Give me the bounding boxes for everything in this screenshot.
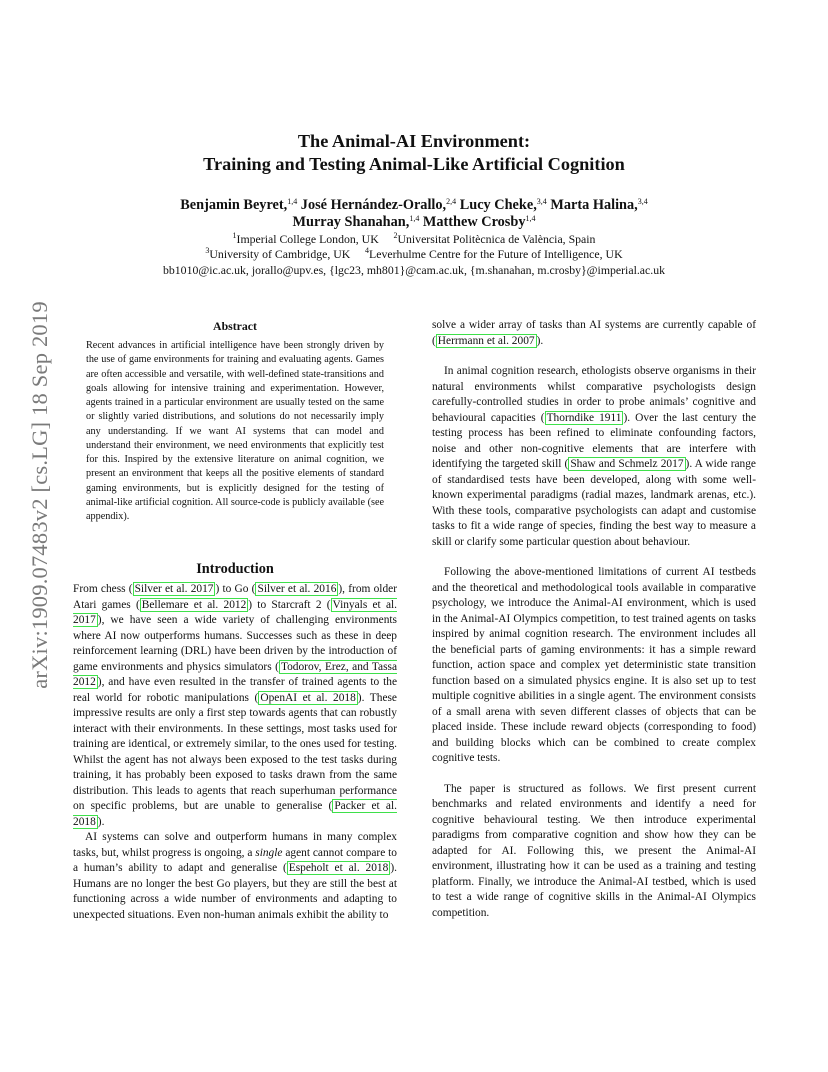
author-name: Benjamin Beyret,: [180, 197, 288, 213]
affil-number: 2: [393, 231, 398, 240]
right-paragraph-animal-cognition: In animal cognition research, ethologists observe organisms in their natural environments whilst comparative psychologists design carefully-controlled studies in order to probe animals’ cognitive and behavioural capacities ( Thorndike 1911 ). Over the last century the testing process has been refined to eliminate confounding factors, noise and other non-cognitive elements that are interfere with identifying the targeted skill ( Shaw and Schmelz 2017 ). A wide range of standardised tests have been developed, along with some well-known experimental paradigms (radial mazes, landmark arenas, etc.). With these tools, comparative psychologists can adapt and customise tasks to fit a wide range of species, finding the best way to measure a skill or clarify some particular question about behaviour.: [432, 365, 756, 548]
title-line-2: Training and Testing Animal-Like Artificial Cognition: [203, 154, 625, 174]
right-paragraph-continued: solve a wider array of tasks than AI systems are currently capable of ( Herrmann et al. 2007 ).: [432, 319, 756, 347]
author-name: Matthew Crosby: [422, 214, 526, 230]
abstract-heading: Abstract: [213, 319, 257, 333]
author-name: Lucy Cheke,: [459, 197, 537, 213]
author-affil-marker: 3,4: [637, 197, 648, 206]
arxiv-identifier-text: arXiv:1909.07483v2 [cs.LG] 18 Sep 2019: [27, 301, 52, 689]
affil-number: 1: [232, 231, 237, 240]
affil-name: Universitat Politècnica de València, Spain: [397, 232, 596, 246]
citation-link[interactable]: Vinyals et al. 2017: [73, 598, 398, 626]
author-affil-marker: 1,4: [287, 197, 298, 206]
affil-number: 3: [205, 246, 210, 256]
citation-link[interactable]: Silver et al. 2017: [134, 583, 214, 595]
citation-link[interactable]: Bellemare et al. 2012: [141, 598, 247, 611]
citation-link[interactable]: OpenAI et al. 2018: [260, 691, 356, 704]
citation-link[interactable]: Espeholt et al. 2018: [288, 862, 389, 874]
abstract-body: Recent advances in artificial intelligence have been strongly driven by the use of game environments for training and evaluating agents. Games are often accessible and versatile, with well-defined state-transitions and goals allowing for intensive training and experimentation. However, agents trained in a particular environment are usually tested on the same or slightly varied distributions, and solutions do not necessarily imply any understanding. If we want AI systems that can model and understand their environment, we need environments that explicitly test for this. Inspired by the extensive literature on animal cognition, we present an environment that keeps all the positive elements of standard gaming environments, but is explicitly designed for the testing of animal-like artificial cognition. All source-code is publicly available (see appendix).: [86, 340, 384, 522]
author-name: Murray Shanahan,: [292, 214, 410, 230]
citation-link[interactable]: Silver et al. 2016: [257, 583, 337, 595]
author-line-1: [0, 197, 828, 214]
intro-paragraph-2: AI systems can solve and outperform humans in many complex tasks, but, whilst progress is ongoing, a single agent cannot compare to a human’s ability to adapt and generalise ( Espeholt et al. 2018 ). Humans are no longer the best Go players, but they are still the best at functioning across a wide number of environments and adapting to unexpected situations. Even non-human animals exhibit the ability to: [73, 831, 397, 921]
author-name: Marta Halina,: [550, 197, 638, 213]
author-list: [0, 197, 828, 231]
citation-link[interactable]: Herrmann et al. 2007: [437, 334, 535, 347]
author-affil-marker: 2,4: [446, 197, 457, 206]
citation-link[interactable]: Thorndike 1911: [546, 411, 622, 424]
author-affil-marker: 1,4: [525, 214, 536, 223]
intro-paragraph-1: From chess ( Silver et al. 2017 ) to Go ( Silver et al. 2016 ), from older Atari games ( Bellemare et al. 2012 ) to Starcraft 2 ( Vinyals et al. 2017 ), we have seen a wide variety of challenging environments where AI now outperforms humans. Successes such as these in deep reinforcement learning (DRL) have been driven by the introduction of game environments and physics simulators ( Todorov, Erez, and Tassa 2012 ), and have even resulted in the transfer of trained agents to the real world for robotic manipulations ( OpenAI et al. 2018 ). These impressive results are only a first step towards agents that can robustly interact with their environments. In these settings, most tasks used for training are identical, or extremely similar, to the ones used for testing. Whilst the agent has not always been exposed to the test tasks during training, it has probably been exposed to tasks drawn from the same distribution. This leads to agents that reach superhuman performance on specific problems, but are unable to generalise ( Packer et al. 2018 ).: [73, 583, 398, 828]
right-paragraph-environment: Following the above-mentioned limitations of current AI testbeds and the theoretical and methodological tools available in comparative psychology, we introduce the Animal-AI environment, which is used in the Animal-AI Olympics competition, to test trained agents on tasks inspired by animal cognition research. The environment includes all the beneficial parts of gaming environments: it has a simple reward function, action space and complex yet deterministic state transition function based on a simulated physics engine. It is also set up to test multiple cognitive abilities in a single agent. The environment consists of a small arena with seven different classes of objects that can be placed inside. These include reward objects (corresponding to food) and building blocks which can be combined to create complex cognitive tests.: [432, 566, 756, 764]
affil-name: Leverhulme Centre for the Future of Intelligence, UK: [369, 247, 623, 262]
affiliation-line-2: [0, 247, 828, 262]
author-name: José Hernández-Orallo,: [300, 197, 447, 213]
right-column: [432, 318, 756, 921]
affiliations: [0, 232, 828, 278]
author-line-2: [0, 214, 828, 231]
arxiv-identifier: [28, 285, 52, 705]
affil-number: 4: [365, 246, 370, 256]
right-paragraph-structure: The paper is structured as follows. We first present current benchmarks and related environments and identify a need for cognitive behavioural testing. We then introduce experimental paradigms from comparative cognition and show how they can be adapted for AI. Following this, we present the Animal-AI environment, illustrating how it can be used as a training and testing platform. Finally, we introduce the Animal-AI testbed, which is used to test a wide range of cognitive skills in the Animal-AI Olympics competition.: [432, 782, 756, 919]
citation-link[interactable]: Todorov, Erez, and Tassa 2012: [73, 660, 398, 688]
citation-link[interactable]: Shaw and Schmelz 2017: [570, 458, 684, 470]
introduction-heading: Introduction: [196, 561, 274, 577]
author-emails: bb1010@ic.ac.uk, jorallo@upv.es, {lgc23, mh801}@cam.ac.uk, {m.shanahan, m.crosby}@imperial.ac.uk: [162, 262, 666, 277]
citation-link[interactable]: Packer et al. 2018: [73, 800, 397, 828]
paper-title: [0, 130, 828, 176]
affil-name: University of Cambridge, UK: [209, 247, 351, 262]
affil-name: Imperial College London, UK: [236, 232, 379, 246]
left-column: [73, 582, 397, 923]
affiliation-line-1: [0, 232, 828, 247]
author-affil-marker: 3,4: [536, 197, 547, 206]
title-line-1: The Animal-AI Environment:: [297, 131, 531, 151]
author-affil-marker: 1,4: [409, 214, 420, 223]
